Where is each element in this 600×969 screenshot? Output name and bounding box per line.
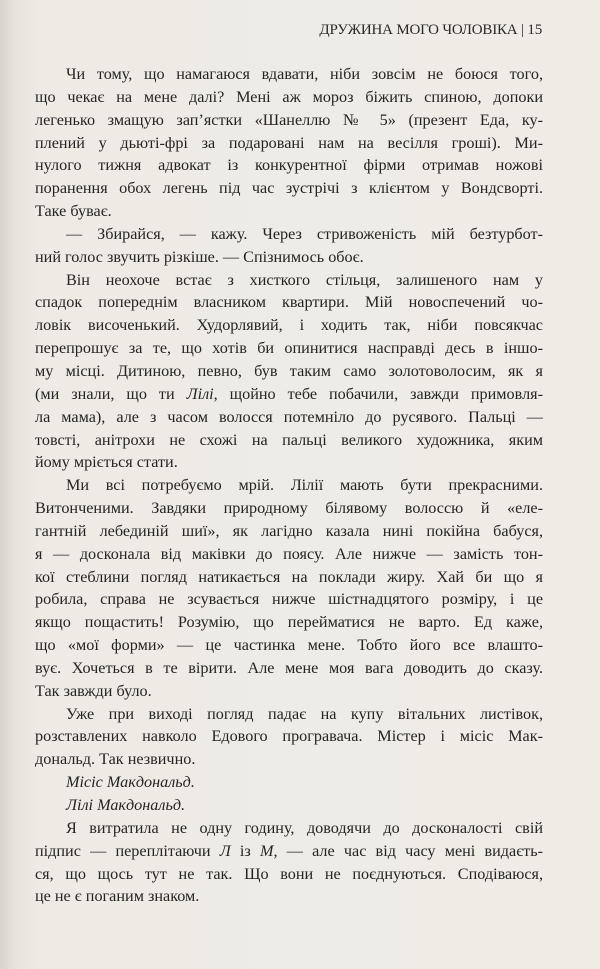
text-line — [35, 406, 543, 429]
text-line — [35, 520, 543, 543]
text-segment: кої стеблини погляд натикається на поклади жиру. Хай би що я — [35, 567, 543, 586]
text-segment: що чекає на мене далі? Мені аж мороз біжить спиною, допоки — [35, 87, 543, 106]
text-segment: нулого тижня адвокат із конкурентної фірми отримав ножові — [35, 156, 543, 175]
text-line — [35, 566, 543, 589]
italic-text: М — [260, 841, 274, 860]
text-segment: Я витратила не одну годину, доводячи до досконалості свій — [66, 818, 543, 837]
text-line — [35, 360, 543, 383]
text-segment: му місці. Дитиною, певно, був таким само золотоволосим, як я — [35, 361, 543, 380]
text-line — [35, 177, 543, 200]
text-line — [35, 109, 543, 132]
text-segment: (ми знали, що ти — [35, 384, 187, 403]
text-segment: Чи тому, що намагаюся вдавати, ніби зовсім не боюся того, — [66, 65, 543, 83]
text-line — [35, 337, 543, 360]
text-line — [35, 63, 543, 86]
text-segment: ла мама), але з часом волосся потемніло до русявого. Пальці — — [35, 407, 543, 426]
text-segment: , щойно тебе побачили, завжди примовля- — [213, 384, 543, 403]
text-segment: товсті, анітрохи не схожі на пальці великого художника, яким — [35, 430, 543, 449]
text-line — [35, 223, 543, 246]
text-segment: , — але час від часу мені видаєть- — [273, 841, 543, 860]
text-line — [35, 246, 543, 269]
text-line — [35, 474, 543, 497]
running-header — [319, 22, 542, 39]
text-segment: гантній лебединій шиї», як лагідно казала нині покійна бабуся, — [35, 521, 543, 540]
text-segment: що «мої форми» — це частинка мене. Тобто його все влашто- — [35, 636, 543, 655]
text-line — [35, 269, 543, 292]
italic-text: Лілі Макдональд. — [66, 796, 186, 814]
italic-text: Л — [219, 841, 231, 860]
text-segment: легенько змащую зап’ястки «Шанеллю № 5» (презент Еда, ку- — [35, 110, 543, 129]
text-segment: Він неохоче встає з хисткого стільця, залишеного нам у — [66, 270, 543, 289]
text-segment: із — [230, 841, 260, 860]
text-segment: вує. Хочеться в те вірити. Але мене моя вага доводить до сказу. — [35, 658, 543, 677]
text-segment: робила, справа не зсувається нижче шістнадцятого розміру, і це — [35, 590, 543, 609]
text-line — [35, 840, 543, 863]
text-line — [35, 86, 543, 109]
text-segment: Уже при виході погляд падає на купу вітальних листівок, — [66, 704, 543, 723]
text-segment: ний голос звучить різкіше. — Спізнимось обоє. — [35, 247, 364, 266]
text-segment: ся, що щось тут не так. Що вони не поєднуються. Сподіваюся, — [35, 864, 543, 883]
text-line — [35, 817, 543, 840]
text-segment: це не є поганим знаком. — [35, 887, 200, 906]
text-line — [35, 885, 543, 908]
page-number: 15 — [527, 22, 542, 38]
text-segment: дональд. Так незвично. — [35, 750, 196, 769]
text-segment: Витонченими. Завдяки природному білявому волоссю й «еле- — [35, 499, 543, 518]
text-segment: я — досконала від маківки до поясу. Але нижче — замість тон- — [35, 544, 543, 563]
text-line — [35, 611, 543, 634]
text-line — [35, 429, 543, 452]
text-segment: поранення обох легень під час зустрічі з клієнтом у Вондсворті. — [35, 179, 543, 198]
text-segment: якщо пощастить! Розумію, що перейматися не варто. Ед каже, — [35, 613, 543, 632]
book-title: ДРУЖИНА МОГО ЧОЛОВІКА — [319, 22, 518, 38]
text-segment: спадок попереднім власником квартири. Мій новоспечений чо- — [35, 293, 543, 312]
italic-text: Лілі — [186, 384, 214, 403]
text-line — [35, 497, 543, 520]
text-segment: підпис — переплітаючи — [35, 841, 220, 860]
text-line — [35, 154, 543, 177]
text-line — [35, 771, 543, 794]
text-line — [35, 863, 543, 886]
text-line — [35, 588, 543, 611]
text-line — [35, 132, 543, 155]
text-segment: Ми всі потребуємо мрій. Лілії мають бути прекрасними. — [66, 476, 543, 495]
text-segment: Таке буває. — [35, 202, 112, 221]
text-line — [35, 291, 543, 314]
italic-text: Місіс Макдональд. — [66, 773, 195, 792]
text-line — [35, 703, 543, 726]
body-text — [35, 63, 543, 908]
text-segment: — Збирайся, — кажу. Через стривоженість мій безтурбот- — [66, 224, 543, 243]
text-line — [35, 725, 543, 748]
text-segment: плений у дьюті-фрі за подаровані нам на весілля гроші). Ми- — [35, 133, 543, 152]
text-segment: Так завжди було. — [35, 681, 152, 700]
text-line — [35, 794, 543, 817]
text-line — [35, 634, 543, 657]
text-line — [35, 748, 543, 771]
text-segment: перепрошує за те, що хотів би опинитися насправді десь в іншо- — [35, 339, 543, 358]
text-line — [35, 657, 543, 680]
text-line — [35, 314, 543, 337]
text-line — [35, 680, 543, 703]
text-line — [35, 200, 543, 223]
text-segment: розставлених навколо Едового програвача. Містер і місіс Мак- — [35, 727, 543, 746]
text-line — [35, 543, 543, 566]
text-segment: йому мріється стати. — [35, 453, 178, 472]
text-segment: ловік височенький. Худорлявий, і ходить так, ніби повсякчас — [35, 316, 543, 335]
text-line — [35, 383, 543, 406]
header-separator: | — [521, 22, 524, 38]
text-line — [35, 451, 543, 474]
